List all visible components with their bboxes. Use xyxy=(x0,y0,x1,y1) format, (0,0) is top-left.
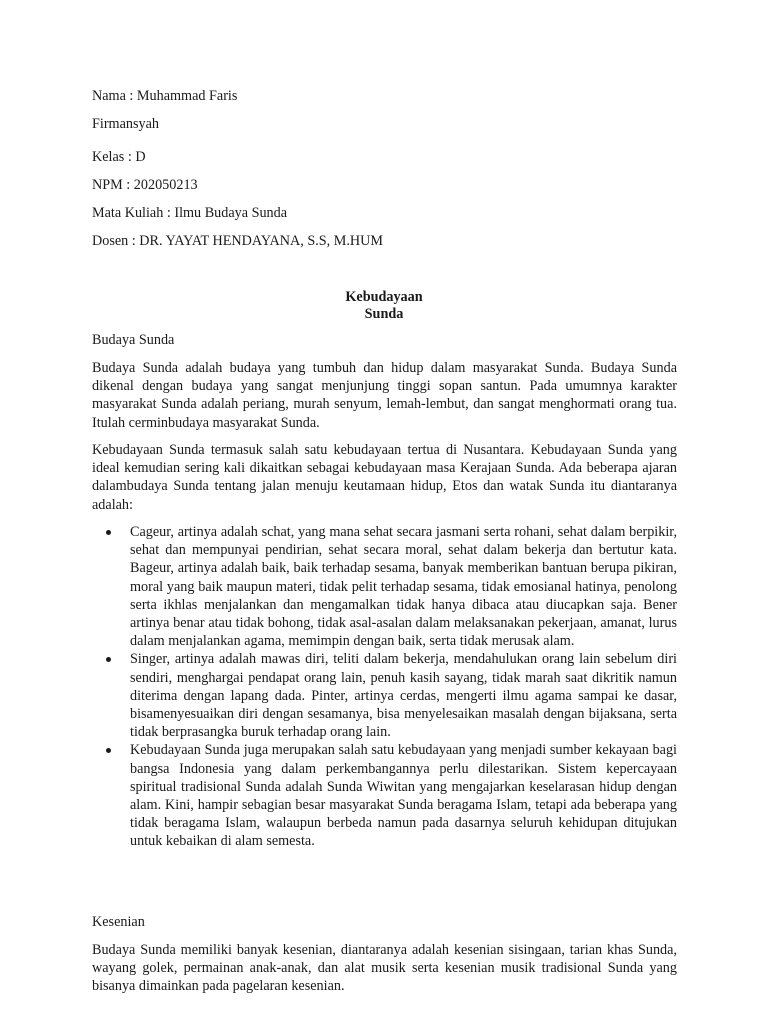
bullet-text: Cageur, artinya adalah schat, yang mana sehat secara jasmani serta rohani, sehat dalam berpikir, sehat dan mempunyai pendirian, sehat secara moral, sehat dalam bekerja dan bertutur kata. Bageur, artinya adalah baik, baik terhadap sesama, banyak memberikan bantuan berupa pikiran, moral yang baik maupun materi, tidak pelit terhadap sesama, tidak emosianal hatinya, penolong serta ikhlas menjalankan dan mengamalkan tidak hanya dibaca atau diucapkan saja. Bener artinya benar atau tidak bohong, tidak asal-asalan dalam melaksanakan pekerjaan, amanat, lurus dalam menjalankan agama, memimpin dengan baik, serta tidak merusak alam. xyxy=(130,524,677,650)
bullet-icon xyxy=(106,748,111,753)
bullet-icon xyxy=(106,530,111,535)
list-item xyxy=(112,741,677,850)
bullet-text: Singer, artinya adalah mawas diri, teliti dalam bekerja, mendahulukan orang lain sebelum diri sendiri, menghargai pendapat orang lain, penuh kasih sayang, tidak marah saat dikritik namun diterima dengan lapang dada. Pinter, artinya cerdas, mengerti ilmu agama sampai ke dasar, bisamenyesuaikan diri dengan sesamanya, bisa menyelesaikan masalah dengan bijaksana, serta tidak berprasangka buruk terhadap orang lain. xyxy=(130,651,677,741)
lecturer-line: Dosen : DR. YAYAT HENDAYANA, S.S, M.HUM xyxy=(92,233,384,249)
course-line: Mata Kuliah : Ilmu Budaya Sunda xyxy=(92,205,288,221)
bullet-text: Kebudayaan Sunda juga merupakan salah satu kebudayaan yang menjadi sumber kekayaan bagi bangsa Indonesia yang dalam perkembangannya perlu dilestarikan. Sistem kepercayaan spiritual tradisional Sunda adalah Sunda Wiwitan yang mengajarkan keselarasan hidup dengan alam. Kini, hampir sebagian besar masyarakat Sunda beragama Islam, tetapi ada beberapa yang tidak beragama Islam, walaupun berbeda namun pada dasarnya seluruh kehidupan ditujukan untuk kebaikan di alam semesta. xyxy=(130,742,677,850)
paragraph-budaya-sunda: Budaya Sunda adalah budaya yang tumbuh dan hidup dalam masyarakat Sunda. Budaya Sunda dikenal dengan budaya yang sangat menjunjung tinggi sopan santun. Pada umumnya karakter masyarakat Sunda adalah periang, murah senyum, lemah-lembut, dan sangat menghormati orang tua. Itulah cerminbudaya masyarakat Sunda. xyxy=(92,360,677,431)
bullet-icon xyxy=(106,657,111,662)
class-line: Kelas : D xyxy=(92,149,146,165)
list-item xyxy=(112,650,677,741)
npm-line: NPM : 202050213 xyxy=(92,177,198,193)
document-title-line-1: Kebudayaan xyxy=(345,289,423,305)
student-name-line-continued: Firmansyah xyxy=(92,116,159,132)
list-item xyxy=(112,523,677,650)
student-name-line: Nama : Muhammad Faris xyxy=(92,88,238,104)
paragraph-kebudayaan-sunda: Kebudayaan Sunda termasuk salah satu kebudayaan tertua di Nusantara. Kebudayaan Sunda yang ideal kemudian sering kali dikaitkan sebagai kebudayaan masa Kerajaan Sunda. Ada beberapa ajaran dalambudaya Sunda tentang jalan menuju keutamaan hidup, Etos dan watak Sunda itu diantaranya adalah: xyxy=(92,442,677,513)
etos-bullet-list xyxy=(112,523,677,851)
kesenian-heading: Kesenian xyxy=(92,914,145,930)
budaya-sunda-heading: Budaya Sunda xyxy=(92,332,175,348)
document-title-line-2: Sunda xyxy=(364,306,404,322)
paragraph-kesenian: Budaya Sunda memiliki banyak kesenian, diantaranya adalah kesenian sisingaan, tarian khas Sunda, wayang golek, permainan anak-anak, dan alat musik serta kesenian musik tradisional Sunda yang bisanya dimainkan pada pagelaran kesenian. xyxy=(92,942,677,995)
